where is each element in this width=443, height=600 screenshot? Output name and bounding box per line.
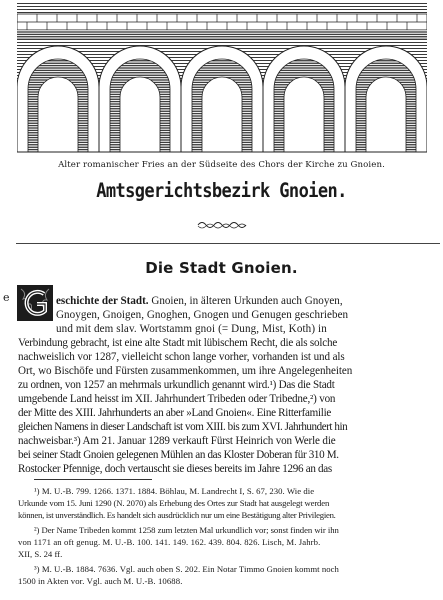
- body-line-4: Verbindung gebracht, ist eine alte Stadt mit lübischem Recht, die als solche: [18, 337, 338, 349]
- ornament-divider: [196, 219, 248, 231]
- decorated-initial-g: [17, 285, 53, 321]
- footnote-rule: [34, 479, 152, 480]
- body-line-6: Ort, wo Bischöfe und Fürsten zusammenkommen, um ihre Angelegenheiten: [18, 365, 353, 377]
- section-title: Die Stadt Gnoien.: [145, 259, 298, 277]
- margin-mark: e: [3, 291, 10, 304]
- footnote-2-line-2: von 1171 an oft genug. M. U.-B. 100. 141. 149. 162. 439. 804. 826. Lisch, M. Jahrb.: [18, 537, 321, 547]
- body-line-5: nachweislich vor 1287, vielleicht schon lange vorher, vorhanden ist und als: [18, 351, 345, 363]
- footnote-2-line-1: ²) Der Name Tribeden kommt 1258 zum letzten Mal urkundlich vor; sonst finden wir ihn: [34, 525, 339, 535]
- body-line-9: der Mitte des XIII. Jahrhunderts an aber »Land Gnoien«. Eine Ritterfamilie: [18, 407, 331, 419]
- body-line-10: gleichen Namens in dieser Landschaft ist vom XIII. bis zum XVI. Jahrhundert hin: [18, 421, 348, 433]
- footnote-1-line-2: Urkunde vom 15. Juni 1290 (N. 2070) als Erhebung des Ortes zur Stadt hat ausgelegt werden: [18, 498, 330, 508]
- body-line-1-text: Gnoien, in älteren Urkunden auch Gnoyen,: [148, 295, 343, 307]
- footnote-2-line-3: XII, S. 24 ff.: [18, 549, 63, 559]
- body-line-2: Gnoygen, Gnoigen, Gnoghen, Gnogen und Genugen geschrieben: [56, 309, 349, 321]
- body-line-12: bei seiner Stadt Gnoien gelegenen Mühlen an das Kloster Doberan für 310 M.: [18, 449, 339, 461]
- body-line-8: umgebende Land heisst im XII. Jahrhundert Tribeden oder Tribedne,²) von: [18, 393, 336, 405]
- district-title: Amtsgerichtsbezirk Gnoien.: [96, 179, 347, 203]
- section-rule: [16, 243, 440, 244]
- body-lead: eschichte der Stadt.: [56, 295, 149, 307]
- illustration-caption: Alter romanischer Fries an der Südseite des Chors der Kirche zu Gnoien.: [58, 160, 385, 170]
- body-line-11: nachweisbar.³) Am 21. Januar 1289 verkauft Fürst Heinrich von Werle die: [18, 435, 336, 447]
- body-line-13: Rostocker Pfennige, doch vertauscht sie dieses bereits im Jahre 1296 an das: [18, 463, 332, 475]
- footnote-3-line-1: ³) M. U.-B. 1884. 7636. Vgl. auch oben S. 202. Ein Notar Timmo Gnoien kommt noch: [34, 564, 339, 574]
- body-line-7: zu ordnen, von 1257 an mehrmals urkundlich genannt wird.¹) Das die Stadt: [18, 379, 335, 391]
- footnote-3-line-2: 1500 in Akten vor. Vgl. auch M. U.-B. 10688.: [18, 576, 183, 586]
- body-line-3: und mit dem slav. Wortstamm gnoi (= Dung, Mist, Koth) in: [56, 323, 327, 335]
- romanesque-frieze-illustration: [17, 2, 427, 156]
- footnote-1-line-3: können, ist unverständlich. Es handelt sich ausdrücklich nur um eine Bestätigung alter Privilegien.: [18, 510, 336, 520]
- body-line-1: [56, 294, 343, 308]
- footnote-1-line-1: ¹) M. U.-B. 799. 1266. 1371. 1884. Böhlau, M. Landrecht I, S. 67, 230. Wie die: [34, 486, 315, 496]
